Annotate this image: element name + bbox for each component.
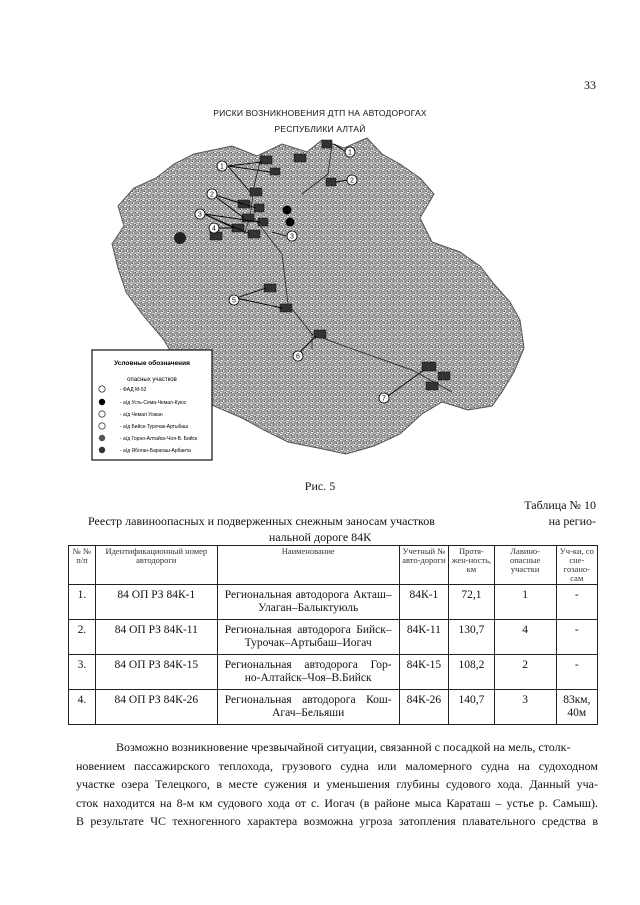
cell-name-line-2: но-Алтайск–Чоя–В.Бийск <box>244 672 372 684</box>
table-title-line-2: нальной дороге 84К <box>268 530 372 544</box>
cell-num: 4. <box>69 690 96 725</box>
paragraph-line: участке озера Телецкого, в месте сужения и уменьшения глубины судового хода. Данный уча- <box>76 777 598 791</box>
figure-caption: Рис. 5 <box>304 479 336 493</box>
road-marker <box>210 232 222 240</box>
cell-length: 130,7 <box>449 620 494 655</box>
table-row <box>69 655 598 690</box>
cell-name-line-2: Агач–Бельяши <box>272 707 345 719</box>
road-marker <box>426 382 438 390</box>
header-road-no: Учетный № авто-дороги <box>399 546 449 585</box>
legend-item-label: - ФАД М-52 <box>120 387 147 393</box>
paragraph-line: новением пассажирского теплохода, грузового судна или маломерного судна на судоходном <box>76 758 598 773</box>
paragraph-line: сток находится на 8-м км судового хода от с. Иогач (в районе мыса Караташ – устье р. Самыш). <box>76 795 598 810</box>
table-number: Таблица № 10 <box>524 498 596 512</box>
legend-item-label: - а/д Усть-Сема-Чемал-Куюс <box>120 400 187 406</box>
map-legend <box>92 350 212 460</box>
cell-name-line-1: Региональная автодорога Акташ– <box>224 589 392 601</box>
callout-label: 6 <box>296 353 300 361</box>
cell-name <box>217 655 399 690</box>
legend-item-label: - а/д Ябоган-Барагаш-Арбаита <box>120 448 191 454</box>
cell-name-line-1: Региональная автодорога Кош- <box>224 694 392 706</box>
legend-item-label: - а/д Бийск-Турочак-Артыбаш <box>120 424 189 430</box>
callout-label: 1 <box>220 163 224 171</box>
cell-snow: - <box>556 620 597 655</box>
cell-avalanche: 4 <box>494 620 556 655</box>
header-id: Идентификационный номер автодороги <box>95 546 217 585</box>
road-marker <box>422 362 436 371</box>
road-marker <box>322 140 332 148</box>
road-marker <box>438 372 450 380</box>
cell-num: 2. <box>69 620 96 655</box>
road-marker <box>326 178 336 186</box>
cell-road-no: 84К-26 <box>399 690 449 725</box>
callout-label: 3 <box>198 211 202 219</box>
cell-avalanche: 3 <box>494 690 556 725</box>
callout-label: 7 <box>382 395 386 403</box>
table-row <box>69 620 598 655</box>
table-header-row <box>69 546 598 585</box>
callout-marker-filled <box>286 218 295 227</box>
cell-snow: - <box>556 655 597 690</box>
legend-title-1: Условные обозначения <box>114 360 190 367</box>
callout-label: 4 <box>212 225 216 233</box>
road-marker <box>250 188 262 196</box>
cell-length: 140,7 <box>449 690 494 725</box>
paragraph-line: В результате ЧС техногенного характера возможна угроза затопления плавательного средства в <box>76 814 598 828</box>
cell-length: 108,2 <box>449 655 494 690</box>
cell-name-line-2: Улаган–Балыктуюль <box>258 602 359 614</box>
cell-name <box>217 585 399 620</box>
header-name: Наименование <box>217 546 399 585</box>
map-title-line-2: РЕСПУБЛИКИ АЛТАЙ <box>274 124 366 134</box>
cell-snow: 83км, 40м <box>556 690 597 725</box>
page-number: 33 <box>584 78 596 92</box>
header-num: № № п/п <box>69 546 96 585</box>
cell-name <box>217 620 399 655</box>
callout-label: 3 <box>290 233 294 241</box>
legend-item-label: - а/д Чемал Уожан <box>120 412 163 418</box>
header-snow: Уч-ки, со сне-гозано-сам <box>556 546 597 585</box>
cell-avalanche: 2 <box>494 655 556 690</box>
cell-id: 84 ОП РЗ 84К-11 <box>95 620 217 655</box>
road-marker <box>294 154 306 162</box>
legend-item-label: - а/д Горно-Алтайск-Чоя-В. Бийск <box>120 436 198 442</box>
cell-length: 72,1 <box>449 585 494 620</box>
cell-snow: - <box>556 585 597 620</box>
road-marker <box>260 156 272 164</box>
region-map <box>82 134 528 464</box>
callout-marker-filled <box>283 206 292 215</box>
callout-label: 2 <box>210 191 214 199</box>
cell-id: 84 ОП РЗ 84К-26 <box>95 690 217 725</box>
registry-table <box>68 545 598 725</box>
cell-name-line-2: Турочак–Артыбаш–Иогач <box>244 637 372 649</box>
cell-num: 1. <box>69 585 96 620</box>
callout-label: 5 <box>232 297 236 305</box>
cell-num: 3. <box>69 655 96 690</box>
cell-road-no: 84К-1 <box>399 585 449 620</box>
table-row <box>69 585 598 620</box>
table-row <box>69 690 598 725</box>
cell-road-no: 84К-15 <box>399 655 449 690</box>
legend-title-2: опасных участков <box>127 377 177 383</box>
map-title-line-1: РИСКИ ВОЗНИКНОВЕНИЯ ДТП НА АВТОДОРОГАХ <box>213 108 427 118</box>
region-map-graphic <box>82 134 528 464</box>
dark-marker <box>174 232 186 244</box>
cell-id: 84 ОП РЗ 84К-15 <box>95 655 217 690</box>
road-marker <box>270 168 280 175</box>
header-avalanche: Лавино-опасные участки <box>494 546 556 585</box>
header-length: Протя-жен-ность, км <box>449 546 494 585</box>
cell-name-line-1: Региональная автодорога Гор- <box>224 659 392 671</box>
table-title-line-1-left: Реестр лавиноопасных и подверженных снежным заносам участков <box>88 514 435 528</box>
cell-road-no: 84К-11 <box>399 620 449 655</box>
cell-name <box>217 690 399 725</box>
table-title-line-1-right: на регио- <box>548 514 596 528</box>
cell-id: 84 ОП РЗ 84К-1 <box>95 585 217 620</box>
callout-label: 2 <box>350 177 354 185</box>
paragraph-line: Возможно возникновение чрезвычайной ситуации, связанной с посадкой на мель, столк- <box>116 740 571 754</box>
cell-name-line-1: Региональная автодорога Бийск– <box>224 624 392 636</box>
callout-label: 1 <box>348 149 352 157</box>
cell-avalanche: 1 <box>494 585 556 620</box>
